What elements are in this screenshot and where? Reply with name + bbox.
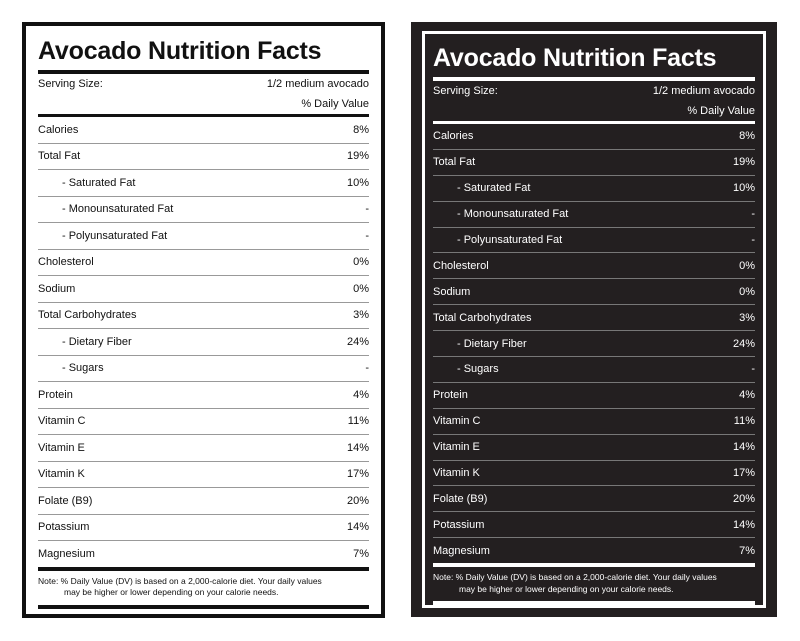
nutrient-row [433,538,755,563]
nutrient-daily-value: - [365,229,369,242]
nutrient-row [38,435,369,462]
footnote-line-1: Note: % Daily Value (DV) is based on a 2,000-calorie diet. Your daily values [38,575,322,586]
nutrient-row [433,202,755,228]
nutrient-row [433,331,755,357]
nutrient-daily-value: 4% [353,388,369,401]
nutrient-daily-value: 20% [346,494,369,507]
nutrient-row [433,383,755,409]
nutrient-daily-value: - [365,203,369,216]
nutrient-daily-value: 19% [346,150,369,163]
nutrient-daily-value: 14% [732,518,755,531]
nutrient-daily-value: - [751,208,755,221]
nutrient-name: Sodium [433,285,471,298]
nutrient-daily-value: - [365,362,369,375]
nutrient-row [433,150,755,176]
nutrient-row [433,253,755,279]
nutrient-daily-value: 3% [739,311,755,324]
nutrient-row [38,276,369,303]
nutrient-name: Folate (B9) [433,492,488,505]
nutrition-label-dark [411,22,777,617]
nutrient-row [38,197,369,224]
nutrition-label-light [22,22,385,618]
nutrient-row [38,382,369,409]
nutrient-name: - Saturated Fat [62,176,136,189]
nutrient-name: - Polyunsaturated Fat [62,229,168,242]
nutrient-name: Protein [38,388,73,401]
nutrient-name: Magnesium [38,547,95,560]
nutrient-name: Vitamin E [38,441,85,454]
nutrient-row [38,117,369,144]
daily-value-header-line [433,101,755,121]
nutrient-row [433,409,755,435]
nutrient-name: Vitamin K [433,467,480,480]
nutrient-row [38,462,369,489]
nutrient-row [433,176,755,202]
footnote-line-2: may be higher or lower depending on your calorie needs. [459,583,674,594]
nutrient-row [38,356,369,383]
serving-size-line [433,81,755,101]
nutrient-daily-value: - [751,234,755,246]
nutrient-row [433,228,755,254]
daily-value-header-line [38,94,369,114]
nutrient-daily-value: 7% [353,547,369,560]
nutrient-name: Potassium [38,521,90,534]
nutrient-daily-value: 14% [346,441,369,454]
nutrient-name: Vitamin K [38,468,85,481]
footnote-line-1: Note: % Daily Value (DV) is based on a 2,000-calorie diet. Your daily values [433,572,717,583]
nutrient-daily-value: 4% [739,389,755,402]
nutrient-name: Vitamin E [433,441,480,454]
label-inner-border [422,31,766,608]
nutrient-daily-value: 11% [733,415,755,428]
nutrient-name: Calories [38,123,79,136]
nutrient-row [38,170,369,197]
nutrient-row [38,144,369,171]
nutrient-row [38,250,369,277]
nutrient-list [433,124,755,563]
nutrient-daily-value: 8% [353,123,369,136]
nutrient-name: Total Carbohydrates [433,311,532,324]
label-content [38,36,369,609]
nutrient-daily-value: 10% [732,182,755,195]
nutrient-daily-value: 24% [346,335,369,348]
nutrient-daily-value: 0% [353,256,369,269]
nutrient-daily-value: 3% [353,309,369,322]
nutrient-name: - Saturated Fat [457,182,531,195]
serving-size-label: Serving Size: [433,85,498,97]
nutrient-name: - Monounsaturated Fat [457,208,569,221]
nutrient-name: Sodium [38,282,76,295]
nutrient-daily-value: 11% [347,415,369,428]
nutrient-daily-value: 0% [353,282,369,295]
nutrient-name: Potassium [433,518,485,531]
nutrient-row [38,515,369,542]
nutrient-name: Vitamin C [433,415,481,428]
nutrient-daily-value: 7% [739,544,755,557]
nutrient-row [433,357,755,383]
nutrient-row [433,486,755,512]
label-title: Avocado Nutrition Facts [38,37,322,65]
serving-size-label: Serving Size: [38,78,103,90]
nutrient-daily-value: 10% [346,176,369,189]
nutrient-row [38,409,369,436]
nutrient-row [38,541,369,567]
nutrient-row [38,303,369,330]
nutrient-row [433,435,755,461]
nutrient-row [38,488,369,515]
nutrient-daily-value: 14% [346,521,369,534]
nutrient-name: - Dietary Fiber [62,335,132,348]
nutrient-row [433,124,755,150]
nutrient-daily-value: 20% [732,492,755,505]
daily-value-header: % Daily Value [301,98,369,110]
nutrient-name: Magnesium [433,544,490,557]
label-title: Avocado Nutrition Facts [433,44,717,72]
label-content [433,43,755,605]
nutrient-name: - Sugars [62,362,104,375]
nutrient-daily-value: 0% [739,285,755,298]
serving-size-value: 1/2 medium avocado [652,85,755,97]
serving-size-line [38,74,369,94]
nutrient-name: Vitamin C [38,415,86,428]
nutrient-row [433,305,755,331]
nutrient-name: Total Fat [433,156,476,169]
footnote-line-2: may be higher or lower depending on your calorie needs. [64,587,279,597]
nutrient-row [38,329,369,356]
nutrient-name: Total Fat [38,150,81,163]
nutrient-row [433,461,755,487]
nutrient-row [38,223,369,250]
footnote [38,571,369,605]
nutrient-daily-value: 17% [732,467,755,480]
nutrient-name: Calories [433,130,474,143]
nutrient-daily-value: 17% [346,468,369,481]
footnote [433,567,755,601]
divider-thick [38,605,369,609]
nutrient-name: Cholesterol [38,256,94,269]
nutrient-daily-value: 0% [739,259,755,272]
nutrient-name: - Dietary Fiber [457,337,527,350]
nutrient-name: Folate (B9) [38,494,93,507]
nutrient-name: - Polyunsaturated Fat [457,234,563,246]
nutrient-daily-value: 8% [739,130,755,143]
nutrient-daily-value: - [751,363,755,376]
nutrient-daily-value: 19% [732,156,755,169]
nutrient-row [433,512,755,538]
nutrient-row [433,279,755,305]
nutrient-daily-value: 24% [732,337,755,350]
nutrient-name: Cholesterol [433,259,489,272]
serving-size-value: 1/2 medium avocado [266,78,369,90]
nutrient-name: Protein [433,389,468,402]
nutrient-name: - Sugars [457,363,499,376]
nutrient-list [38,117,369,567]
nutrient-name: - Monounsaturated Fat [62,203,174,216]
nutrient-name: Total Carbohydrates [38,309,137,322]
daily-value-header: % Daily Value [687,105,755,117]
nutrient-daily-value: 14% [732,441,755,454]
divider-thick [433,601,755,605]
